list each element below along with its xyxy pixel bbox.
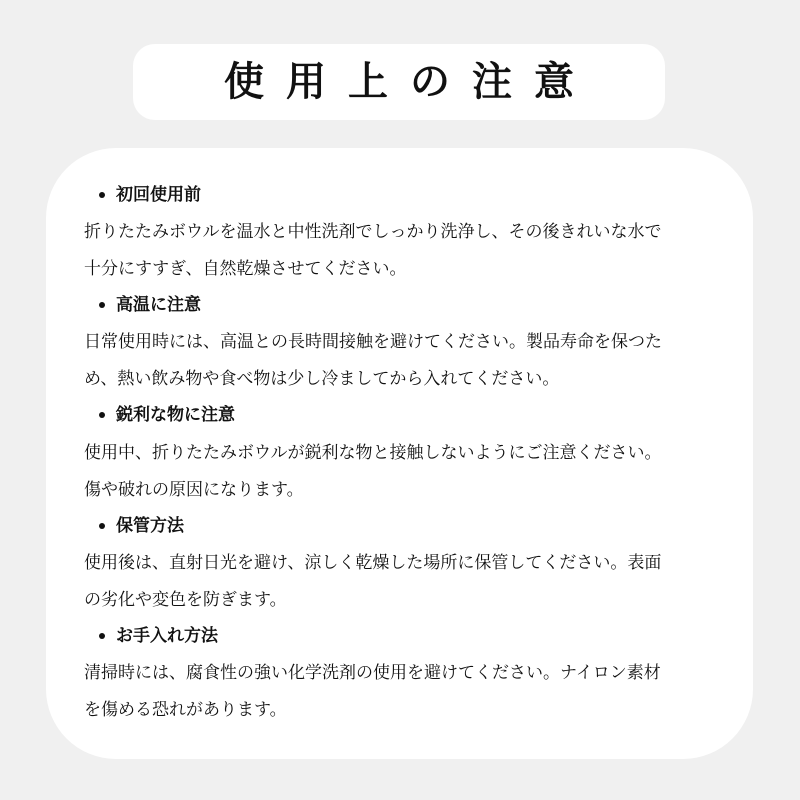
section-heading-text: 保管方法: [116, 516, 184, 536]
section-body-line: 十分にすすぎ、自然乾燥させてください。: [84, 259, 407, 279]
section-heading-text: 鋭利な物に注意: [116, 405, 235, 425]
section-body-line: 清掃時には、腐食性の強い化学洗剤の使用を避けてください。ナイロン素材: [84, 663, 661, 683]
section-heading-text: お手入れ方法: [116, 626, 218, 646]
section-body-line: 日常使用時には、高温との長時間接触を避けてください。製品寿命を保つた: [84, 332, 662, 352]
section-heading-high-temperature: [99, 293, 201, 317]
section-heading-sharp-objects: [99, 403, 235, 427]
section-heading-cleaning: [99, 624, 218, 648]
section-body-line: 傷や破れの原因になります。: [84, 480, 304, 500]
section-body-line: を傷める恐れがあります。: [84, 700, 287, 720]
section-body-line: め、熱い飲み物や食べ物は少し冷ましてから入れてください。: [84, 369, 560, 389]
section-body-line: 使用後は、直射日光を避け、涼しく乾燥した場所に保管してください。表面: [84, 553, 662, 573]
bullet-icon: [99, 523, 105, 529]
bullet-icon: [99, 192, 105, 198]
bullet-icon: [99, 633, 105, 639]
title-banner: [133, 44, 665, 120]
section-body-line: 使用中、折りたたみボウルが鋭利な物と接触しないようにご注意ください。: [84, 443, 662, 463]
bullet-icon: [99, 412, 105, 418]
section-heading-storage: [99, 514, 184, 538]
section-body-line: の劣化や変色を防ぎます。: [84, 590, 287, 610]
section-heading-first-use: [99, 183, 201, 207]
bullet-icon: [99, 302, 105, 308]
section-heading-text: 高温に注意: [116, 295, 201, 315]
section-heading-text: 初回使用前: [116, 185, 201, 205]
section-body-line: 折りたたみボウルを温水と中性洗剤でしっかり洗浄し、その後きれいな水で: [84, 222, 662, 242]
page-title: 使用上の注意: [224, 59, 596, 105]
